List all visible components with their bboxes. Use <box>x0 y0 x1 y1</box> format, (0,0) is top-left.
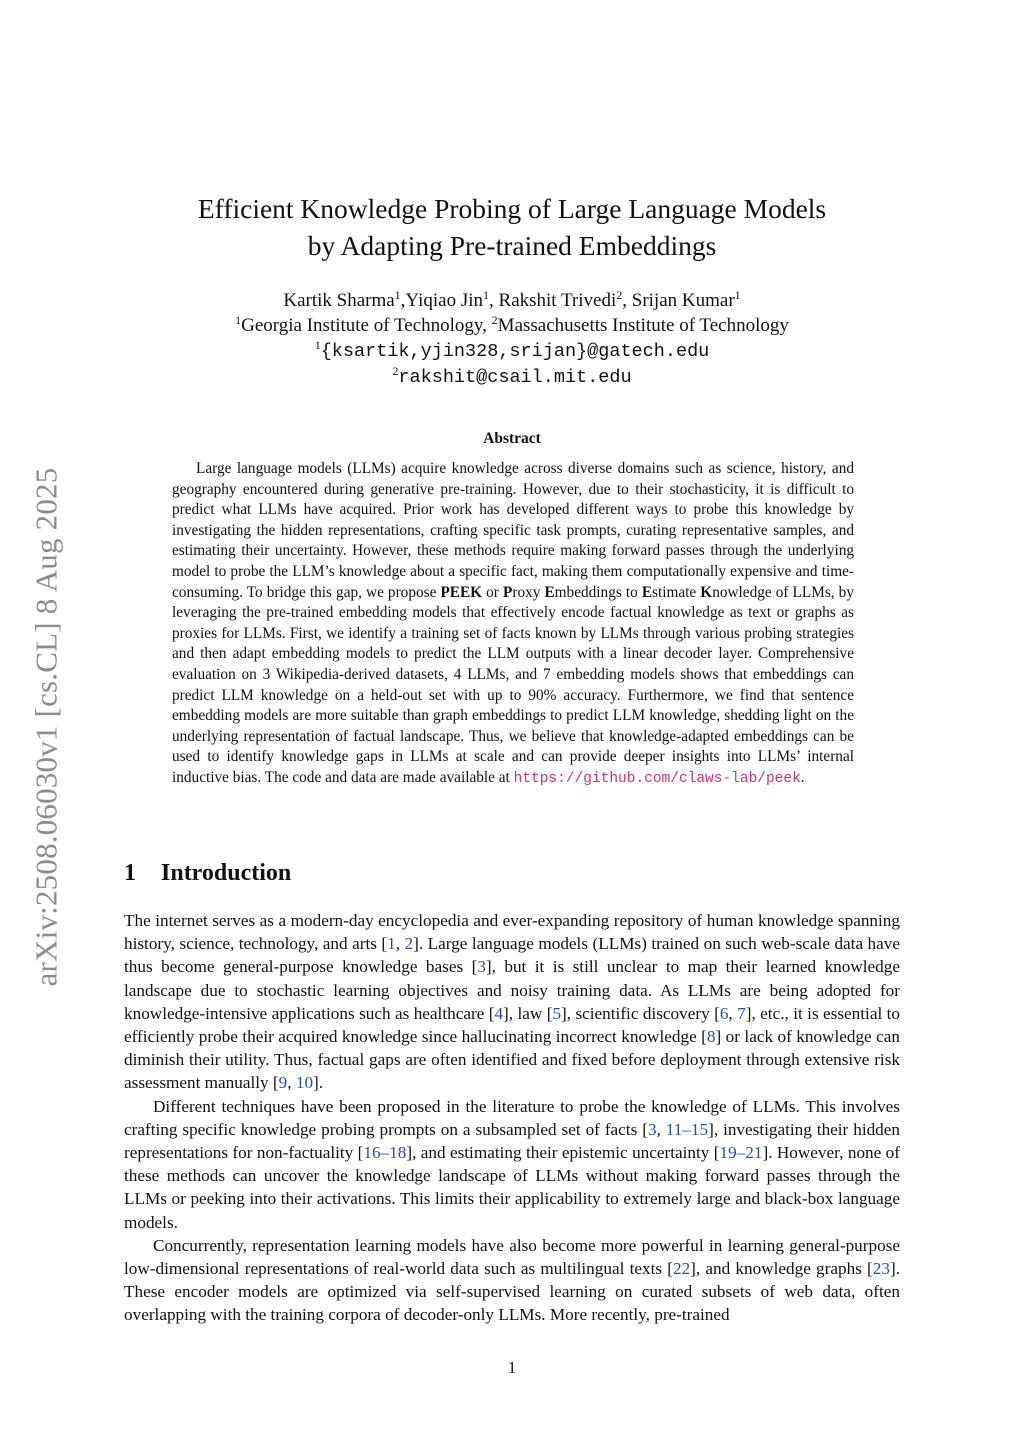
body-text-run: ], investigating their hidden representations for non-factuality [ <box>124 1119 900 1163</box>
body-text-run: , <box>287 1073 296 1093</box>
section-number: 1 <box>124 860 136 886</box>
body-text-run: ] or lack of knowledge can diminish their utility. Thus, factual gaps are often identified and fixed before deployment through extensive risk assessment manually [ <box>124 1027 900 1093</box>
body-text-run: ], and estimating their epistemic uncertainty [ <box>406 1143 720 1163</box>
title-line-1: Efficient Knowledge Probing of Large Language Models <box>197 193 827 224</box>
body-paragraph <box>124 909 900 1095</box>
email-line <box>124 364 900 390</box>
body-text-run: ]. These encoder models are optimized via self-supervised learning on curated subsets of web data, often overlapping with the training corpora of decoder-only LLMs. More recently, pre-trained <box>124 1259 900 1325</box>
citation-link[interactable]: 9 <box>278 1073 288 1093</box>
author-affil-mark: 1 <box>483 288 490 302</box>
body-text-run: ]. Large language models (LLMs) trained on such web-scale data have thus become general-purpose knowledge bases [ <box>124 934 901 977</box>
author-separator: , <box>400 290 406 311</box>
citation-link[interactable]: 8 <box>706 1027 716 1047</box>
affil-mark: 2 <box>491 313 498 327</box>
page-number: 1 <box>507 1358 517 1377</box>
affil-mark: 1 <box>235 313 242 327</box>
author-block <box>124 288 900 390</box>
author-names <box>124 288 900 313</box>
acronym-letter: E <box>544 583 555 601</box>
citation-link[interactable]: 23 <box>872 1259 890 1279</box>
title-line-2: by Adapting Pre-trained Embeddings <box>307 230 717 261</box>
citation-link[interactable]: 3 <box>477 957 486 977</box>
body-text-run: ], scientific discovery [ <box>561 1003 720 1023</box>
author-name: Yiqiao Jin <box>405 290 484 311</box>
author-affil-mark: 2 <box>616 288 623 302</box>
citation-link[interactable]: 1 <box>387 934 396 954</box>
abstract-heading: Abstract <box>483 430 541 447</box>
acronym-text: stimate <box>652 583 701 601</box>
affil-mark: 2 <box>392 364 399 378</box>
section-title: Introduction <box>161 860 292 886</box>
citation-link[interactable]: 22 <box>672 1259 691 1279</box>
paper-title <box>124 190 900 264</box>
body-text-run: ], but it is still unclear to map their learned knowledge landscape due to stochastic learning objectives and noisy training data. As LLMs are being adopted for knowledge-intensive applications such as healthcare [ <box>124 957 900 1023</box>
affiliation: Georgia Institute of Technology, <box>241 315 492 336</box>
body-text-run: ], and knowledge graphs [ <box>690 1259 873 1279</box>
arxiv-stamp <box>24 432 68 1022</box>
citation-link[interactable]: 6 <box>719 1003 729 1023</box>
citation-link[interactable]: 7 <box>737 1003 746 1023</box>
affiliations <box>124 313 900 338</box>
body-text-run: , <box>728 1003 738 1023</box>
affil-mark: 1 <box>314 338 321 352</box>
acronym-letter: K <box>700 583 713 601</box>
author-affil-mark: 1 <box>394 288 401 302</box>
section-heading <box>124 860 291 887</box>
body-text-run: , <box>395 934 405 954</box>
author-name: Rakshit Trivedi <box>498 290 617 311</box>
body-text-run: ], etc., it is essential to efficiently probe their acquired knowledge since hallucinating incorrect knowledge [ <box>124 1003 901 1047</box>
citation-link[interactable]: 16–18 <box>363 1143 407 1163</box>
abstract-text: , by leveraging the pre-trained embedding models that effectively encode factual knowledge as text or graphs as proxies for LLMs. First, we identify a training set of facts known by LLMs through various probing strategies and then adapt embedding models to predict the LLM outputs with a linear decoder layer. Comprehensive evaluation on 3 Wikipedia-derived datasets, 4 LLMs, and 7 embedding models shows that embeddings can predict LLM knowledge on a held-out set with up to 90% accuracy. Furthermore, we find that sentence embedding models are more suitable than graph embeddings to predict LLM knowledge, shedding light on the underlying representation of factual landscape. Thus, we believe that knowledge-adapted embeddings can be used to identify knowledge gaps in LLMs at scale and can provide deeper insights into LLMs’ internal inductive bias. The code and data are made available at <box>172 583 854 786</box>
body-paragraph <box>124 1234 900 1327</box>
author-separator: , <box>622 290 632 311</box>
citation-link[interactable]: 2 <box>404 934 414 954</box>
code-link[interactable]: https://github.com/claws-lab/peek <box>513 770 801 787</box>
abstract-text: Large language models (LLMs) acquire knowledge across diverse domains such as science, history, and geography encountered during generative pre-training. However, due to their stochasticity, it is difficult to predict what LLMs have acquired. Prior work has developed different ways to probe this knowledge by investigating the hidden representations, crafting specific task prompts, curating representative samples, and estimating their uncertainty. However, these methods require making forward passes through the underlying model to probe the LLM’s knowledge about a specific fact, making them computationally expensive and time-consuming. To bridge this gap, we propose <box>172 460 854 601</box>
affiliation: Massachusetts Institute of Technology <box>497 315 789 336</box>
acronym-text: nowledge of LLMs <box>712 583 831 601</box>
body-text-run: Different techniques have been proposed in the literature to probe the knowledge of LLMs. This involves crafting specific knowledge probing prompts on a subsampled set of facts [ <box>124 1096 900 1139</box>
abstract-body <box>172 459 854 790</box>
body-text-run: , <box>656 1119 666 1139</box>
citation-link[interactable]: 19–21 <box>719 1143 763 1163</box>
author-email: rakshit@csail.mit.edu <box>398 367 632 388</box>
citation-link[interactable]: 10 <box>295 1073 314 1093</box>
acronym-text: mbeddings to <box>554 583 642 601</box>
citation-link[interactable]: 4 <box>494 1003 504 1023</box>
method-name: PEEK <box>440 583 483 601</box>
body-text-run: Concurrently, representation learning models have also become more powerful in learning general-purpose low-dimensional representations of real-world data such as multilingual texts [ <box>124 1235 900 1279</box>
author-separator: , <box>489 290 499 311</box>
author-email: {ksartik,yjin328,srijan}@gatech.edu <box>320 341 710 362</box>
author-affil-mark: 1 <box>734 288 741 302</box>
abstract-text: . <box>800 768 805 786</box>
body-text-run: ], law [ <box>503 1003 553 1023</box>
email-line <box>124 338 900 364</box>
acronym-text: roxy <box>512 583 545 601</box>
body-paragraph <box>124 1095 900 1234</box>
citation-link[interactable]: 3 <box>647 1119 657 1139</box>
arxiv-stamp-text: arXiv:2508.06030v1 [cs.CL] 8 Aug 2025 <box>28 467 64 987</box>
acronym-letter: E <box>641 583 653 601</box>
body-text-run: ]. However, none of these methods can uncover the knowledge landscape of LLMs without making forward passes through the LLMs or peeking into their activations. This limits their applicability to extremely large and black-box language models. <box>124 1143 900 1232</box>
author-name: Srijan Kumar <box>631 290 735 311</box>
acronym-letter: P <box>502 583 513 601</box>
abstract-paragraph <box>172 459 854 790</box>
citation-link[interactable]: 11–15 <box>665 1119 709 1139</box>
body-text-run: The internet serves as a modern-day encyclopedia and ever-expanding repository of human knowledge spanning history, science, technology, and arts [ <box>124 911 900 954</box>
citation-link[interactable]: 5 <box>552 1003 562 1023</box>
author-name: Kartik Sharma <box>283 290 395 311</box>
abstract-text: or <box>482 583 503 601</box>
introduction-body <box>124 909 900 1327</box>
body-text-run: ]. <box>313 1073 324 1093</box>
